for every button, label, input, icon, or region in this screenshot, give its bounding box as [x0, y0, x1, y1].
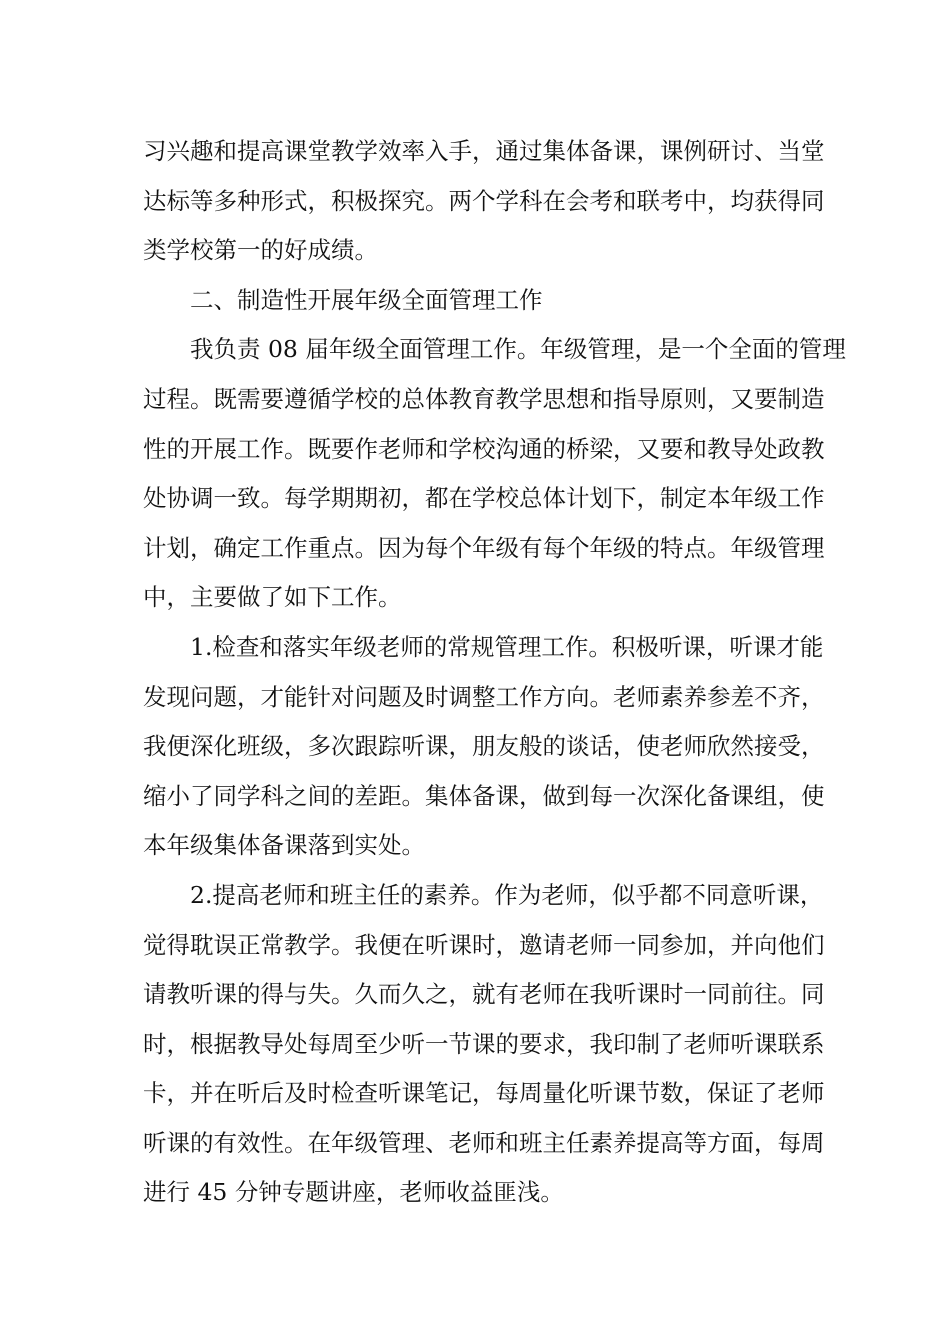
list-item-2: 2.提高老师和班主任的素养。作为老师，似乎都不同意听课，: [190, 880, 824, 909]
text-line: 听课的有效性。在年级管理、老师和班主任素养提高等方面，每周: [143, 1128, 825, 1157]
text-line: 计划，确定工作重点。因为每个年级有每个年级的特点。年级管理: [143, 533, 825, 562]
text-line: 性的开展工作。既要作老师和学校沟通的桥梁，又要和教导处政教: [143, 434, 825, 463]
text-line: 发现问题，才能针对问题及时调整工作方向。老师素养参差不齐，: [143, 682, 825, 711]
document-body: [143, 127, 846, 1218]
text-line: 请教听课的得与失。久而久之，就有老师在我听课时一同前往。同: [143, 980, 825, 1009]
text-line: 达标等多种形式，积极探究。两个学科在会考和联考中，均获得同: [143, 186, 825, 215]
text-line: 类学校第一的好成绩。: [143, 236, 378, 265]
text-line: 进行 45 分钟专题讲座，老师收益匪浅。: [143, 1178, 564, 1207]
list-item-1: 1.检查和落实年级老师的常规管理工作。积极听课，听课才能: [190, 632, 824, 661]
section-heading: 二、制造性开展年级全面管理工作: [190, 285, 543, 314]
text-line: 我便深化班级，多次跟踪听课，朋友般的谈话，使老师欣然接受，: [143, 732, 825, 761]
text-line: 过程。既需要遵循学校的总体教育教学思想和指导原则，又要制造: [143, 384, 825, 413]
text-line: 习兴趣和提高课堂教学效率入手，通过集体备课，课例研讨、当堂: [143, 137, 825, 165]
text-line: 本年级集体备课落到实处。: [143, 831, 425, 860]
text-line: 缩小了同学科之间的差距。集体备课，做到每一次深化备课组，使: [143, 781, 825, 810]
text-line: 卡，并在听后及时检查听课笔记，每周量化听课节数，保证了老师: [143, 1079, 825, 1108]
text-line: 我负责 08 届年级全面管理工作。年级管理，是一个全面的管理: [190, 335, 846, 364]
text-line: 中，主要做了如下工作。: [143, 583, 402, 612]
text-line: 觉得耽误正常教学。我便在听课时，邀请老师一同参加，并向他们: [143, 930, 825, 959]
text-line: 时，根据教导处每周至少听一节课的要求，我印制了老师听课联系: [143, 1029, 825, 1058]
text-line: 处协调一致。每学期期初，都在学校总体计划下，制定本年级工作: [143, 484, 825, 513]
